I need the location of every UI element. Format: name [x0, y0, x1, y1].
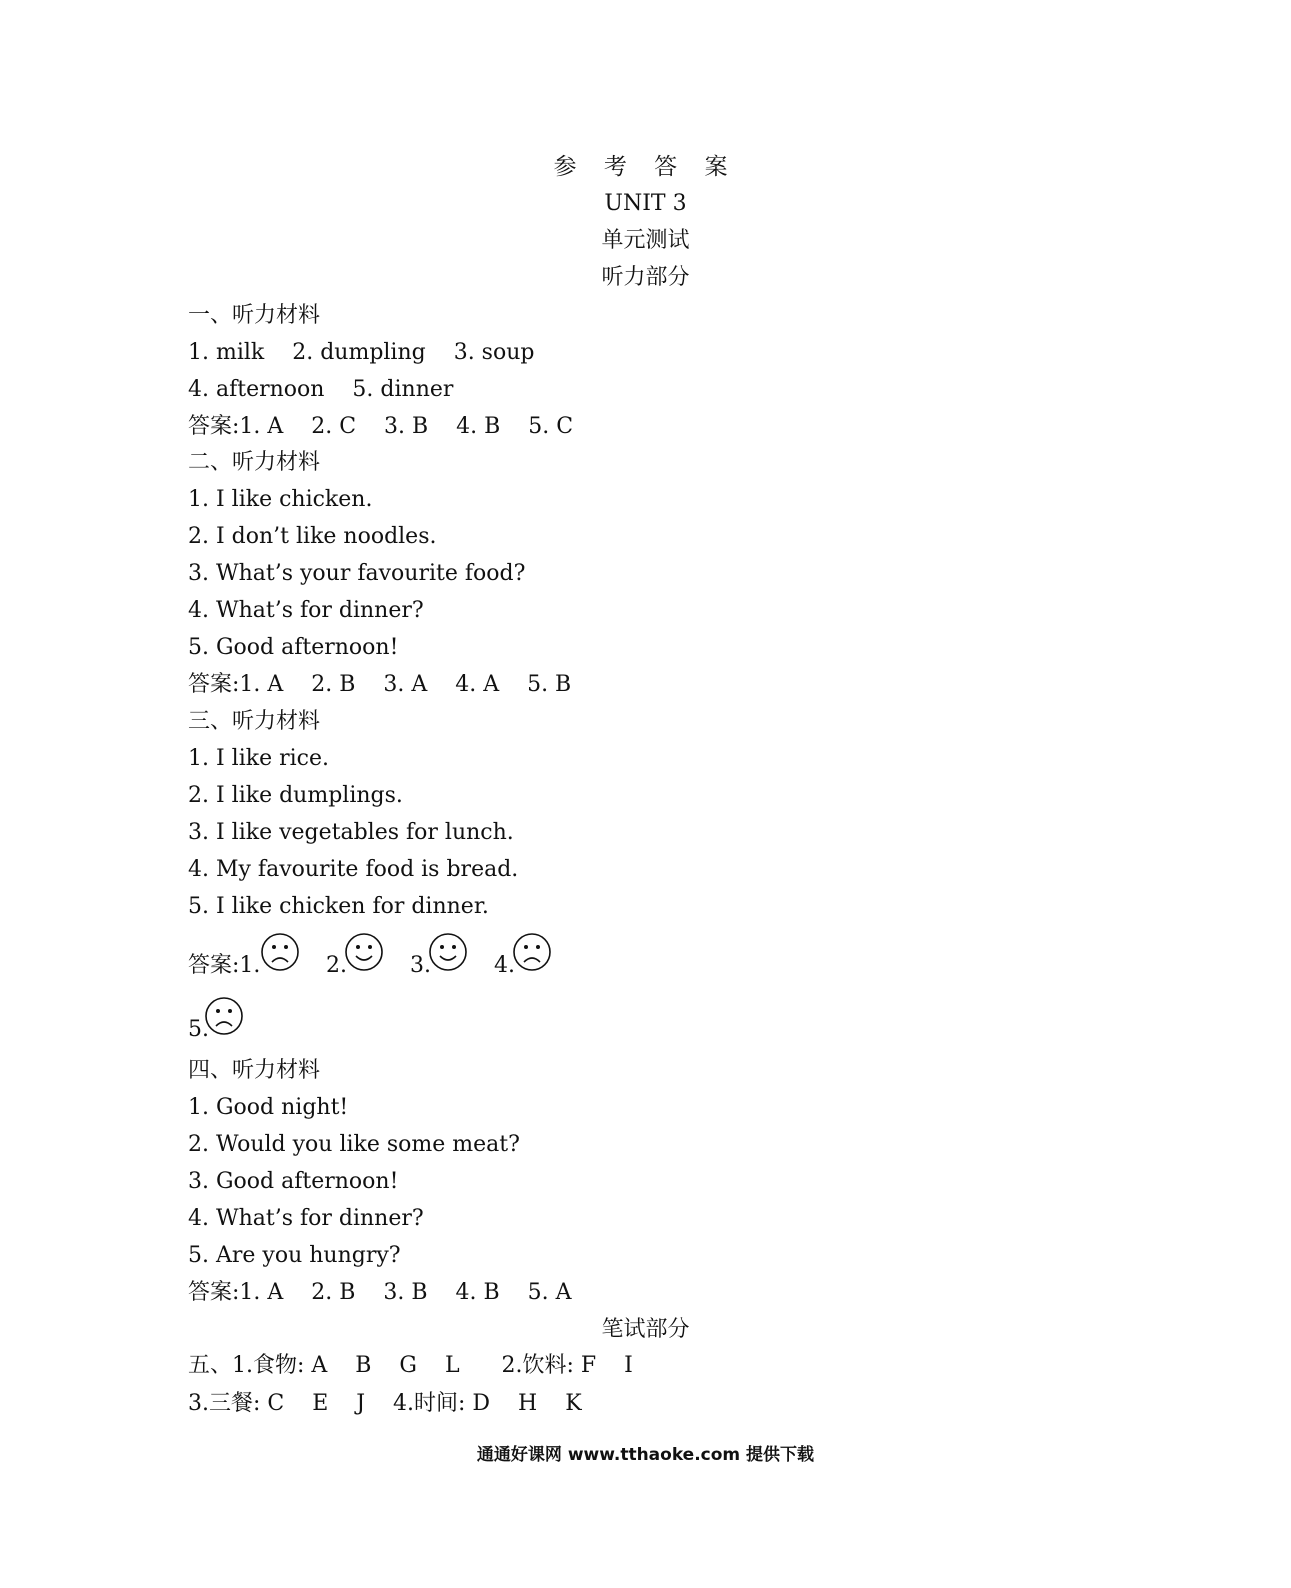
unit-label: UNIT 3	[604, 191, 687, 216]
section2-answer: 答案:1. A 2. B 3. A 4. A 5. B	[188, 672, 572, 697]
section4-item: 1. Good night!	[188, 1095, 349, 1120]
section3-item: 2. I like dumplings.	[188, 783, 403, 808]
section3-item: 1. I like rice.	[188, 746, 329, 771]
answer-label-5: 5.	[188, 1017, 209, 1042]
section3-item: 3. I like vegetables for lunch.	[188, 820, 514, 845]
section5-line2: 3.三餐: C E J 4.时间: D H K	[188, 1391, 582, 1416]
sad-face-icon	[204, 996, 244, 1036]
section4-item: 5. Are you hungry?	[188, 1243, 401, 1268]
section2-item: 3. What’s your favourite food?	[188, 561, 526, 586]
section1-heading: 一、听力材料	[188, 303, 321, 328]
section2-heading: 二、听力材料	[188, 450, 321, 475]
section4-item: 3. Good afternoon!	[188, 1169, 399, 1194]
section3-item: 4. My favourite food is bread.	[188, 857, 519, 882]
section1-line1: 1. milk 2. dumpling 3. soup	[188, 340, 535, 365]
happy-face-icon	[428, 932, 468, 972]
section4-heading: 四、听力材料	[188, 1058, 321, 1083]
answer-label-2: 2.	[326, 953, 347, 978]
section3-answer-prefix: 答案:1.	[188, 953, 261, 978]
section2-item: 1. I like chicken.	[188, 487, 373, 512]
section2-item: 5. Good afternoon!	[188, 635, 399, 660]
happy-face-icon	[344, 932, 384, 972]
section1-line2: 4. afternoon 5. dinner	[188, 377, 454, 402]
sad-face-icon	[512, 932, 552, 972]
section3-heading: 三、听力材料	[188, 709, 321, 734]
answer-label-3: 3.	[410, 953, 431, 978]
written-part-label: 笔试部分	[601, 1317, 690, 1342]
section3-answer-row1	[188, 928, 608, 978]
test-label: 单元测试	[601, 228, 690, 253]
section4-item: 4. What’s for dinner?	[188, 1206, 424, 1231]
section3-item: 5. I like chicken for dinner.	[188, 894, 489, 919]
download-footer: 通通好课网 www.tthaoke.com 提供下载	[476, 1445, 815, 1465]
section3-answer-row2	[188, 992, 288, 1042]
section5-line1: 五、1.食物: A B G L 2.饮料: F I	[188, 1353, 633, 1378]
answer-label-4: 4.	[494, 953, 515, 978]
section2-item: 4. What’s for dinner?	[188, 598, 424, 623]
page-title: 参 考 答 案	[553, 154, 738, 180]
section1-answer: 答案:1. A 2. C 3. B 4. B 5. C	[188, 414, 574, 439]
section2-item: 2. I don’t like noodles.	[188, 524, 437, 549]
listening-part-label: 听力部分	[601, 265, 690, 290]
sad-face-icon	[260, 932, 300, 972]
section4-answer: 答案:1. A 2. B 3. B 4. B 5. A	[188, 1280, 572, 1305]
section4-item: 2. Would you like some meat?	[188, 1132, 520, 1157]
